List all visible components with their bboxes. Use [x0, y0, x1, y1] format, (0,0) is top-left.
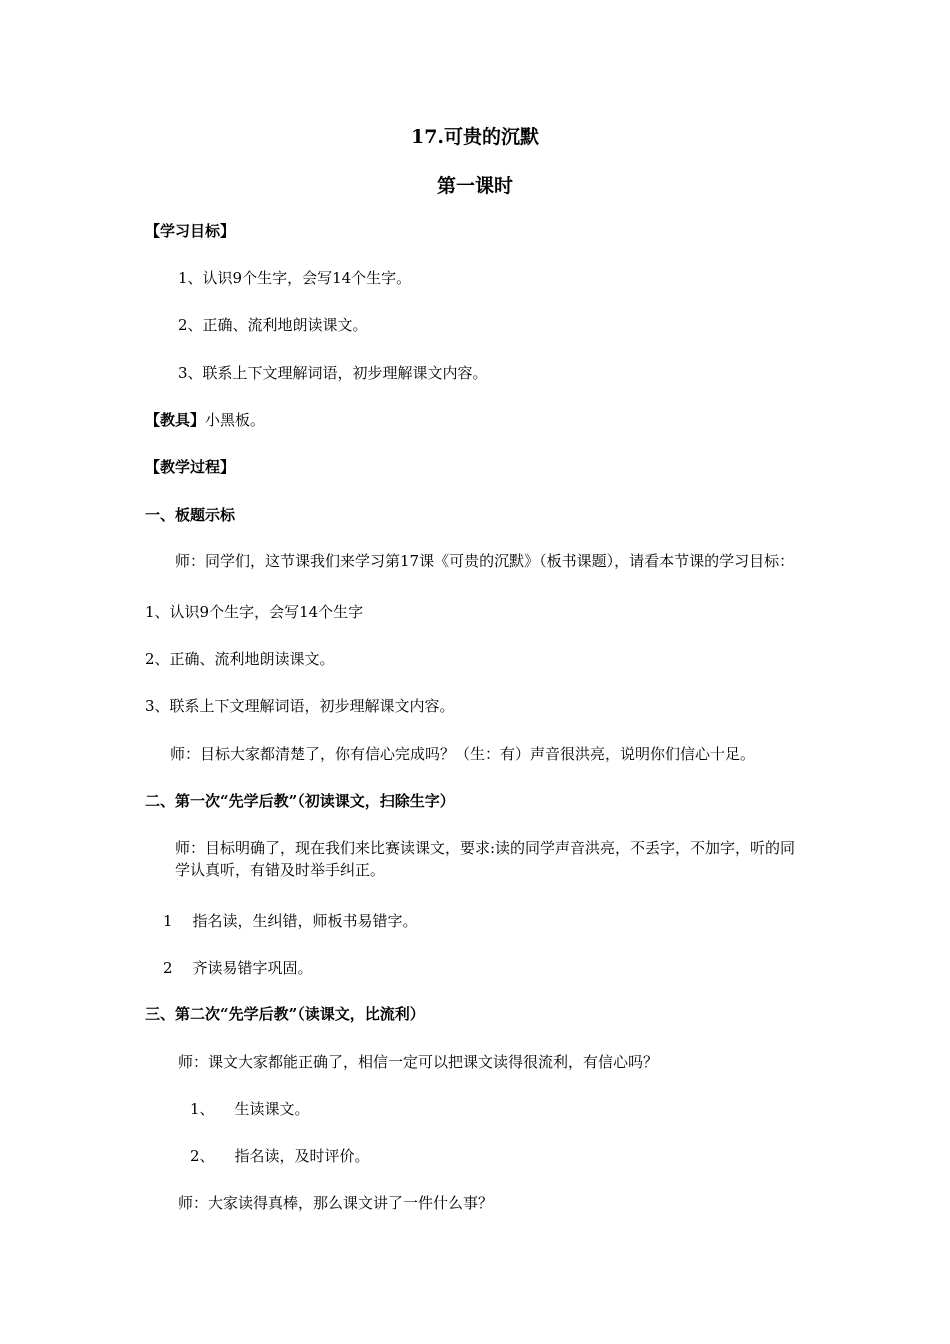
goal-item: 1、认识9个生字，会写14个生字 — [145, 603, 364, 621]
step-text: 指名读，生纠错，师板书易错字。 — [192, 912, 418, 930]
lesson-subtitle: 第一课时 — [436, 175, 513, 197]
section-heading: 二、第一次“先学后教”（初读课文，扫除生字） — [145, 792, 455, 810]
step-item — [163, 910, 418, 932]
tools-heading: 【教具】 — [145, 411, 206, 429]
objective-item: 2、正确、流利地朗读课文。 — [178, 316, 368, 334]
step-number: 1 — [163, 912, 173, 930]
teacher-paragraph — [145, 837, 810, 881]
objectives-heading: 【学习目标】 — [145, 222, 236, 240]
objective-item: 3、联系上下文理解词语，初步理解课文内容。 — [178, 364, 488, 382]
step-text: 指名读，及时评价。 — [234, 1147, 370, 1165]
step-item — [163, 957, 313, 979]
teacher-intro-text: 师：同学们，这节课我们来学习第17课《可贵的沉默》（板书课题），请看本节课的学习目标： — [175, 552, 795, 570]
tools-line — [145, 409, 265, 431]
objective-item: 1、认识9个生字，会写14个生字。 — [178, 269, 412, 287]
teacher-instruction-text: 师：目标明确了，现在我们来比赛读课文，要求:读的同学声音洪亮，不丢字，不加字，听的同学认真听，有错及时举手纠正。 — [175, 839, 796, 879]
teacher-text: 师：课文大家都能正确了，相信一定可以把课文读得很流利，有信心吗？ — [178, 1053, 659, 1071]
goal-item: 2、正确、流利地朗读课文。 — [145, 650, 335, 668]
step-number: 1、 — [190, 1100, 215, 1118]
teacher-confirm-text: 师：目标大家都清楚了，你有信心完成吗？（生：有）声音很洪亮，说明你们信心十足。 — [170, 745, 756, 763]
teacher-paragraph — [145, 550, 810, 572]
step-text: 生读课文。 — [234, 1100, 310, 1118]
process-heading: 【教学过程】 — [145, 458, 236, 476]
section-heading: 三、第二次“先学后教”（读课文，比流利） — [145, 1005, 425, 1023]
step-text: 齐读易错字巩固。 — [192, 959, 313, 977]
document-title: 17.可贵的沉默 — [410, 126, 540, 148]
tools-text: 小黑板。 — [205, 411, 266, 429]
step-number: 2 — [163, 959, 173, 977]
teacher-question-text: 师：大家读得真棒，那么课文讲了一件什么事？ — [178, 1194, 494, 1212]
step-item — [190, 1145, 370, 1167]
step-number: 2、 — [190, 1147, 215, 1165]
step-item — [190, 1098, 310, 1120]
goal-item: 3、联系上下文理解词语，初步理解课文内容。 — [145, 697, 455, 715]
section-heading: 一、板题示标 — [145, 506, 236, 524]
